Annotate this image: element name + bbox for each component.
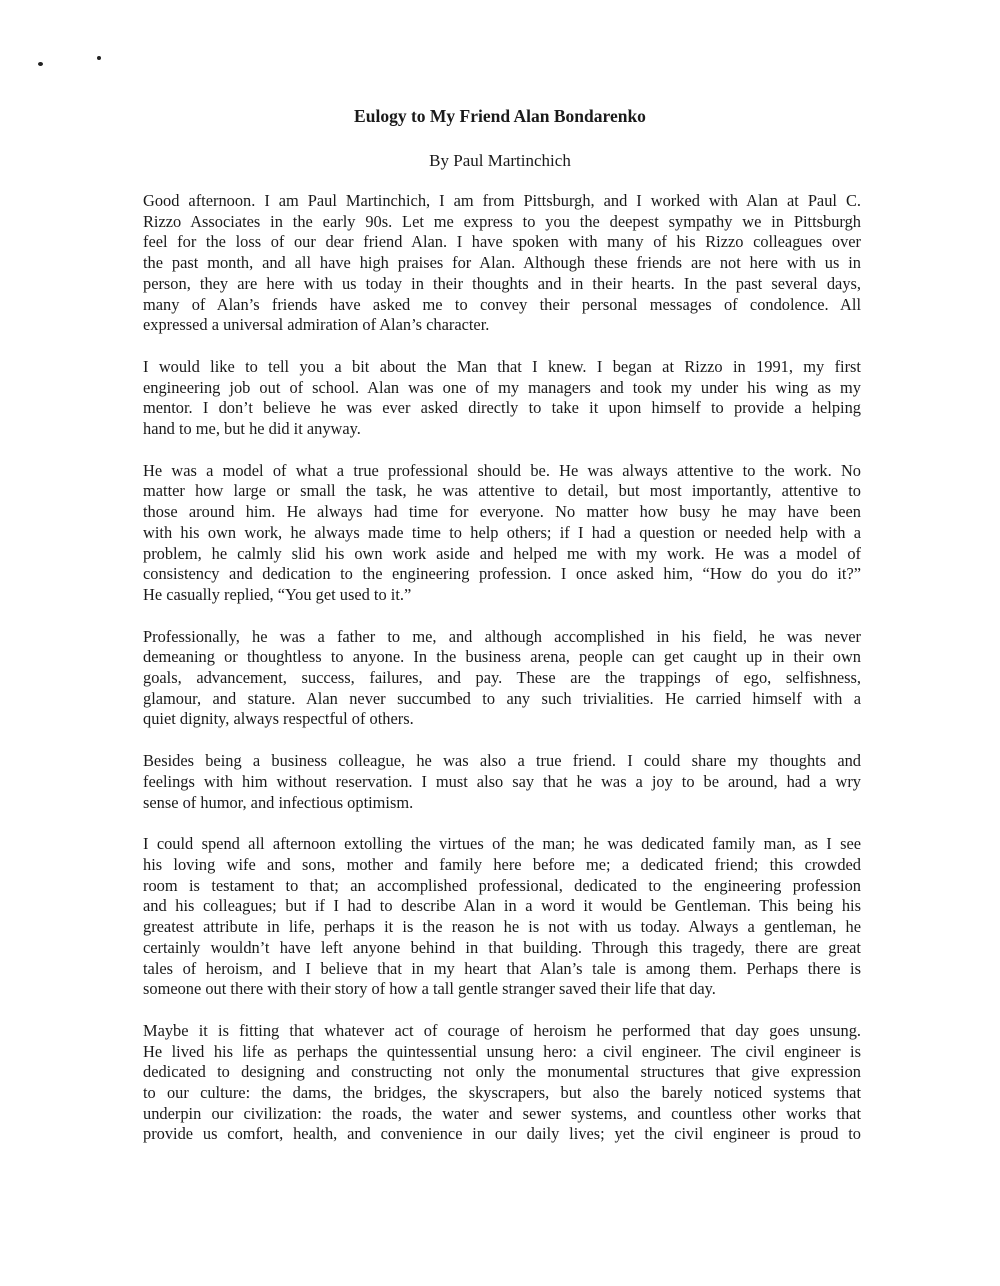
document-byline: By Paul Martinchich <box>429 151 571 170</box>
text-line: expressed a universal admiration of Alan’s character. <box>143 315 490 335</box>
text-line: the past month, and all have high praises for Alan. Although these friends are not here with us in <box>143 253 861 273</box>
text-line: problem, he calmly slid his own work aside and helped me with my work. He was a model of <box>143 543 861 563</box>
text-line: someone out there with their story of how a tall gentle stranger saved their life that day. <box>143 979 716 999</box>
text-line: I could spend all afternoon extolling the virtues of the man; he was dedicated family man, as I see <box>143 834 861 854</box>
text-line: goals, advancement, success, failures, and pay. These are the trappings of ego, selfishness, <box>143 668 861 688</box>
text-line: feelings with him without reservation. I must also say that he was a joy to be around, had a wry <box>143 771 861 791</box>
text-line: his loving wife and sons, mother and family here before me; a dedicated friend; this crowded <box>143 854 861 874</box>
text-line: provide us comfort, health, and convenience in our daily lives; yet the civil engineer is proud to <box>143 1124 861 1144</box>
text-line: to our culture: the dams, the bridges, the skyscrapers, but also the barely noticed systems that <box>143 1083 861 1103</box>
text-line: consistency and dedication to the engineering profession. I once asked him, “How do you do it?” <box>143 564 861 584</box>
paragraph <box>143 834 861 1000</box>
paragraph <box>143 357 861 440</box>
text-line: Good afternoon. I am Paul Martinchich, I am from Pittsburgh, and I worked with Alan at Paul C. <box>143 191 861 210</box>
text-line: room is testament to that; an accomplished professional, dedicated to the engineering profession <box>143 875 861 895</box>
text-line: glamour, and stature. Alan never succumbed to any such trivialities. He carried himself with a <box>143 688 861 708</box>
scan-speck <box>38 62 43 66</box>
text-line: matter how large or small the task, he was attentive to detail, but most importantly, attentive to <box>143 481 861 501</box>
text-line: with his own work, he always made time to help others; if I had a question or needed help with a <box>143 522 861 542</box>
text-line: Besides being a business colleague, he was also a true friend. I could share my thoughts and <box>143 751 861 771</box>
text-line: hand to me, but he did it anyway. <box>143 419 361 439</box>
text-line: dedicated to designing and constructing not only the monumental structures that give expression <box>143 1062 861 1082</box>
text-line: Professionally, he was a father to me, and although accomplished in his field, he was never <box>143 626 861 646</box>
text-line: greatest attribute in life, perhaps it is the reason he is not with us today. Always a gentleman, he <box>143 917 861 937</box>
paragraph <box>143 191 861 336</box>
paragraph <box>143 1021 861 1145</box>
paragraph <box>143 461 861 606</box>
text-line: mentor. I don’t believe he was ever asked directly to take it upon himself to provide a helping <box>143 398 861 418</box>
text-line: Rizzo Associates in the early 90s. Let me express to you the deepest sympathy we in Pittsburgh <box>143 211 861 231</box>
text-line: sense of humor, and infectious optimism. <box>143 792 414 812</box>
text-line: He lived his life as perhaps the quintessential unsung hero: a civil engineer. The civil engineer is <box>143 1041 861 1061</box>
text-line: quiet dignity, always respectful of others. <box>143 709 414 729</box>
scan-speck <box>97 56 101 60</box>
text-line: underpin our civilization: the roads, the water and sewer systems, and countless other works that <box>143 1103 861 1123</box>
text-line: engineering job out of school. Alan was one of my managers and took my under his wing as my <box>143 377 861 397</box>
document-body <box>143 191 861 1166</box>
text-line: feel for the loss of our dear friend Alan. I have spoken with many of his Rizzo colleagues over <box>143 232 861 252</box>
text-line: person, they are here with us today in their thoughts and in their hearts. In the past several days, <box>143 273 861 293</box>
paragraph <box>143 627 861 731</box>
text-line: Maybe it is fitting that whatever act of courage of heroism he performed that day goes unsung. <box>143 1020 861 1040</box>
text-line: tales of heroism, and I believe that in my heart that Alan’s tale is among them. Perhaps there is <box>143 958 861 978</box>
text-line: and his colleagues; but if I had to describe Alan in a word it would be Gentleman. This being his <box>143 896 861 916</box>
text-line: demeaning or thoughtless to anyone. In the business arena, people can get caught up in their own <box>143 647 861 667</box>
document-title: Eulogy to My Friend Alan Bondarenko <box>354 106 646 126</box>
text-line: many of Alan’s friends have asked me to convey their personal messages of condolence. All <box>143 294 861 314</box>
text-line: those around him. He always had time for everyone. No matter how busy he may have been <box>143 502 861 522</box>
text-line: I would like to tell you a bit about the Man that I knew. I began at Rizzo in 1991, my first <box>143 356 861 376</box>
text-line: He casually replied, “You get used to it.” <box>143 584 412 604</box>
text-line: certainly wouldn’t have left anyone behind in that building. Through this tragedy, there are great <box>143 937 861 957</box>
text-line: He was a model of what a true professional should be. He was always attentive to the work. No <box>143 460 861 480</box>
paragraph <box>143 751 861 813</box>
